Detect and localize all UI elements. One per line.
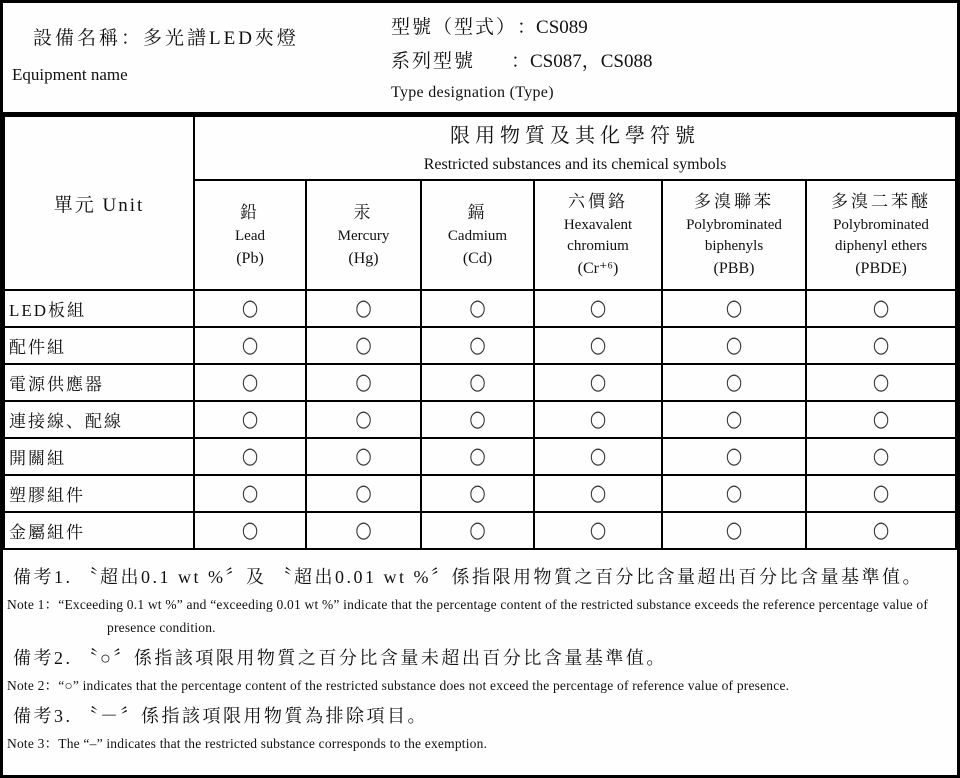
table-row-accessories — [4, 327, 956, 364]
table-cell — [421, 401, 534, 438]
substance-symbol: (PBB) — [713, 260, 755, 277]
table-cell — [306, 327, 421, 364]
table-cell — [806, 290, 956, 327]
circle-mark: ○ — [872, 294, 890, 321]
circle-mark: ○ — [725, 405, 743, 432]
table-cell — [421, 327, 534, 364]
circle-mark: ○ — [241, 331, 259, 358]
type-designation-block — [391, 11, 652, 107]
substance-en: Polybrominated diphenyl ethers — [833, 217, 929, 254]
table-cell — [306, 364, 421, 401]
equipment-name-en: Equipment name — [12, 65, 128, 84]
table-cell — [194, 512, 306, 549]
circle-mark: ○ — [872, 331, 890, 358]
table-cell — [806, 475, 956, 512]
restricted-substances-table — [3, 115, 957, 550]
table-cell — [662, 475, 806, 512]
circle-mark: ○ — [589, 331, 607, 358]
circle-mark: ○ — [355, 331, 372, 358]
circle-mark: ○ — [469, 331, 486, 358]
table-cell — [806, 438, 956, 475]
substance-zh: 六價鉻 — [568, 192, 628, 211]
circle-mark: ○ — [725, 368, 743, 395]
table-cell — [306, 401, 421, 438]
substance-zh: 多溴二苯醚 — [831, 192, 931, 211]
table-cell — [421, 438, 534, 475]
table-cell — [534, 475, 662, 512]
circle-mark: ○ — [589, 368, 607, 395]
circle-mark: ○ — [589, 442, 607, 469]
note-1-zh: 備考1. 〝超出0.1 wt %〞及 〝超出0.01 wt %〞係指限用物質之百分比含量超出百分比含量基準值。 — [13, 567, 923, 587]
note-3 — [7, 701, 953, 755]
circle-mark: ○ — [872, 405, 890, 432]
table-cell — [421, 512, 534, 549]
note-1-en: Note 1：“Exceeding 0.1 wt %” and “exceeding 0.01 wt %” indicate that the percentage content of the restricted substance exceeds the reference percentage value of presence condition. — [7, 597, 929, 635]
table-cell — [306, 438, 421, 475]
substance-zh: 多溴聯苯 — [694, 192, 774, 211]
table-cell — [194, 438, 306, 475]
table-cell — [194, 327, 306, 364]
series-number-value: ：CS087，CS088 — [511, 51, 653, 72]
substance-zh: 鉛 — [240, 202, 260, 222]
table-cell — [806, 364, 956, 401]
substance-symbol: (Cr⁺⁶) — [577, 260, 619, 277]
substance-symbol: (Cd) — [462, 249, 493, 267]
model-number-row — [391, 11, 652, 45]
circle-mark: ○ — [469, 368, 486, 395]
substance-symbol: (Pb) — [236, 249, 264, 267]
table-row-plastic-parts — [4, 475, 956, 512]
column-header-mercury — [306, 180, 421, 290]
type-designation-en: Type designation (Type) — [391, 84, 554, 101]
series-number-label: 系列型號 — [391, 51, 476, 72]
equipment-name-zh: 設備名稱：多光譜LED夾燈 — [33, 28, 299, 49]
circle-mark: ○ — [355, 368, 372, 395]
table-row-metal-parts — [4, 512, 956, 549]
substance-zh: 汞 — [353, 202, 374, 222]
table-cell — [534, 401, 662, 438]
circle-mark: ○ — [589, 294, 607, 321]
circle-mark: ○ — [241, 405, 259, 432]
table-cell — [306, 475, 421, 512]
circle-mark: ○ — [469, 294, 486, 321]
table-cell — [194, 475, 306, 512]
circle-mark: ○ — [872, 479, 890, 506]
document-header — [3, 3, 957, 115]
table-cell — [806, 512, 956, 549]
table-cell — [194, 364, 306, 401]
substance-en: Lead — [235, 227, 265, 244]
note-2-en: Note 2：“○” indicates that the percentage content of the restricted substance does not exceed the percentage of reference value of presence. — [7, 678, 790, 693]
column-header-hexavalent-chromium — [534, 180, 662, 290]
substance-symbol: (Hg) — [348, 249, 379, 267]
table-row-led-board — [4, 290, 956, 327]
circle-mark: ○ — [725, 516, 743, 543]
circle-mark: ○ — [355, 479, 372, 506]
circle-mark: ○ — [872, 442, 890, 469]
column-header-lead — [194, 180, 306, 290]
table-cell — [662, 327, 806, 364]
circle-mark: ○ — [241, 368, 259, 395]
series-number-row — [391, 45, 652, 79]
unit-label: LED板組 — [4, 290, 194, 327]
column-header-pbb — [662, 180, 806, 290]
table-cell — [806, 401, 956, 438]
table-cell — [662, 290, 806, 327]
table-row-switch — [4, 438, 956, 475]
substance-en: Cadmium — [447, 227, 508, 244]
restricted-substances-header — [194, 116, 956, 180]
table-cell — [421, 290, 534, 327]
notes-section — [3, 550, 957, 775]
circle-mark: ○ — [589, 479, 607, 506]
substance-en: Polybrominated biphenyls — [686, 217, 782, 254]
circle-mark: ○ — [469, 405, 486, 432]
circle-mark: ○ — [241, 516, 259, 543]
table-cell — [534, 290, 662, 327]
table-cell — [534, 512, 662, 549]
circle-mark: ○ — [725, 442, 743, 469]
note-3-en: Note 3：The “–” indicates that the restricted substance corresponds to the exemption. — [7, 736, 488, 751]
table-header-row-top — [4, 116, 956, 180]
restricted-substances-header-en: Restricted substances and its chemical symbols — [423, 156, 727, 173]
table-cell — [194, 290, 306, 327]
circle-mark: ○ — [241, 479, 259, 506]
circle-mark: ○ — [589, 405, 607, 432]
column-header-pbde — [806, 180, 956, 290]
table-cell — [421, 364, 534, 401]
circle-mark: ○ — [589, 516, 607, 543]
circle-mark: ○ — [725, 331, 743, 358]
circle-mark: ○ — [872, 516, 890, 543]
model-number-value: ：CS089 — [517, 17, 588, 38]
unit-label: 金屬組件 — [4, 512, 194, 549]
circle-mark: ○ — [725, 294, 743, 321]
substance-en: Hexavalent chromium — [563, 217, 633, 254]
table-row-power-supply — [4, 364, 956, 401]
circle-mark: ○ — [355, 442, 372, 469]
table-cell — [806, 327, 956, 364]
circle-mark: ○ — [241, 294, 259, 321]
table-cell — [662, 438, 806, 475]
column-header-cadmium — [421, 180, 534, 290]
table-cell — [194, 401, 306, 438]
circle-mark: ○ — [355, 294, 372, 321]
table-cell — [306, 512, 421, 549]
table-cell — [662, 512, 806, 549]
circle-mark: ○ — [469, 516, 486, 543]
circle-mark: ○ — [355, 516, 372, 543]
unit-label: 塑膠組件 — [4, 475, 194, 512]
unit-label: 連接線、配線 — [4, 401, 194, 438]
note-2-zh: 備考2. 〝○〞係指該項限用物質之百分比含量未超出百分比含量基準值。 — [13, 648, 667, 668]
circle-mark: ○ — [355, 405, 372, 432]
unit-label: 電源供應器 — [4, 364, 194, 401]
table-cell — [662, 364, 806, 401]
table-row-cables-wiring — [4, 401, 956, 438]
table-cell — [662, 401, 806, 438]
note-1 — [7, 562, 953, 639]
unit-label: 配件組 — [4, 327, 194, 364]
circle-mark: ○ — [725, 479, 743, 506]
circle-mark: ○ — [469, 479, 486, 506]
table-cell — [534, 438, 662, 475]
restricted-substances-header-zh: 限用物質及其化學符號 — [450, 125, 700, 147]
substance-zh: 鎘 — [467, 202, 488, 222]
model-number-label: 型號（型式） — [391, 17, 518, 38]
note-2 — [7, 643, 953, 697]
table-cell — [306, 290, 421, 327]
table-cell — [534, 327, 662, 364]
circle-mark: ○ — [872, 368, 890, 395]
substance-en: Mercury — [337, 227, 390, 244]
circle-mark: ○ — [241, 442, 259, 469]
circle-mark: ○ — [469, 442, 486, 469]
substance-symbol: (PBDE) — [855, 260, 907, 277]
unit-label: 開關組 — [4, 438, 194, 475]
unit-column-header: 單元 Unit — [4, 116, 194, 290]
table-cell — [421, 475, 534, 512]
note-3-zh: 備考3. 〝－〞係指該項限用物質為排除項目。 — [13, 706, 428, 726]
table-cell — [534, 364, 662, 401]
